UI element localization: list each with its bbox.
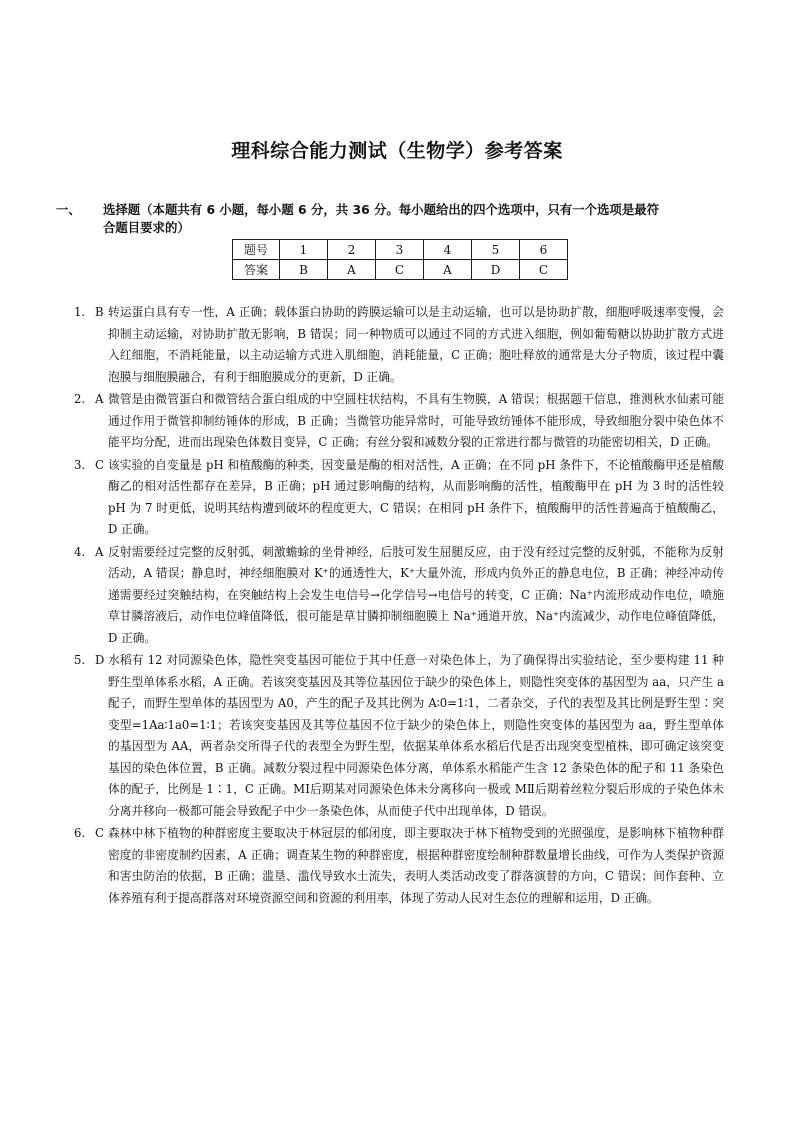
- item-text: 该实验的自变量是 pH 和植酸酶的种类，因变量是酶的相对活性，A 正确；在不同 pH 条件下，不论植酸酶甲还是植酸酶乙的相对活性都存在差异，B 正确；pH 通过影响酶的结构，从而影响酶的活性，植酸酶甲在 pH 为 3 时的活性较 pH 为 7 时更低，说明其结构遭到破坏的程度更大，C 错误；在相同 pH 条件下，植酸酶甲的活性普遍高于植酸酶乙，D 正确。: [108, 457, 724, 536]
- item-number: 6.: [74, 826, 86, 840]
- explanation-item: [74, 542, 724, 650]
- explanation-item: [74, 455, 724, 541]
- answer-table-answer-cell: A: [424, 260, 472, 280]
- explanation-list: [74, 302, 724, 910]
- section-heading: [56, 201, 736, 236]
- explanation-item: [74, 302, 724, 388]
- answer-table-label-answer: 答案: [233, 260, 280, 280]
- item-number: 4.: [74, 544, 86, 559]
- page-title: 理科综合能力测试（生物学）参考答案: [231, 140, 563, 162]
- answer-table-answer-cell: C: [520, 260, 568, 280]
- answer-table-row-answers: [233, 260, 568, 280]
- item-answer: B: [95, 305, 104, 319]
- item-answer: C: [95, 457, 104, 472]
- item-answer: D: [95, 653, 105, 667]
- item-answer: A: [95, 544, 104, 559]
- item-number: 1.: [74, 305, 86, 319]
- item-answer: C: [95, 826, 104, 840]
- answer-table-number-cell: 1: [280, 240, 328, 260]
- answer-table-number-cell: 5: [472, 240, 520, 260]
- item-text: 转运蛋白具有专一性，A 正确；载体蛋白协助的跨膜运输可以是主动运输，也可以是协助扩散，细胞呼吸速率变慢，会抑制主动运输，对协助扩散无影响，B 错误；同一种物质可以通过不同的方式进入细胞，例如葡萄糖以协助扩散方式进入红细胞，不消耗能量，以主动运输方式进入肌细胞，消耗能量，C 正确；胞吐释放的通常是大分子物质，该过程中囊泡膜与细胞膜融合，有利于细胞膜成分的更新，D 正确。: [108, 305, 724, 384]
- item-text: 反射需要经过完整的反射弧，刺激蟾蜍的坐骨神经，后肢可发生屈腿反应，由于没有经过完整的反射弧，不能称为反射活动，A 错误；静息时，神经细胞膜对 K⁺的通透性大，K⁺大量外流，形成内负外正的静息电位，B 正确；神经冲动传递需要经过突触结构，在突触结构上会发生电信号→化学信号→电信号的转变，C 正确；Na⁺内流形成动作电位，喷施草甘膦溶液后，动作电位峰值降低，很可能是草甘膦抑制细胞膜上 Na⁺通道开放，Na⁺内流减少，动作电位峰值降低，D 正确。: [108, 544, 724, 645]
- item-text: 水稻有 12 对同源染色体，隐性突变基因可能位于其中任意一对染色体上，为了确保得出实验结论，至少要构建 11 种野生型单体系水稻，A 正确。若该突变基因及其等位基因位于缺少的染色体上，则隐性突变体的基因型为 aa，只产生 a 配子，而野生型单体的基因型为 A0，产生的配子及其比例为 A∶0=1∶1，二者杂交，子代的表型及其比例是野生型∶突变型=1Aa∶1a0=1∶1；若该突变基因及其等位基因不位于缺少的染色体上，则隐性突变体的基因型为 aa，野生型单体的基因型为 AA，两者杂交所得子代的表型全为野生型，依据某单体系水稻后代是否出现突变型植株，即可确定该突变基因的染色体位置，B 正确。减数分裂过程中同源染色体分离，单体系水稻能产生含 12 条染色体的配子和 11 条染色体的配子，比例是 1∶1，C 正确。MⅠ后期某对同源染色体未分离移向一极或 MⅡ后期着丝粒分裂后形成的子染色体未分离并移向一极都可能会导致配子中少一条染色体，从而使子代中出现单体，D 错误。: [108, 653, 724, 818]
- item-text: 微管是由微管蛋白和微管结合蛋白组成的中空圆柱状结构，不具有生物膜，A 错误；根据题干信息，推测秋水仙素可能通过作用于微管抑制纺锤体的形成，B 正确；当微管功能异常时，可能导致纺锤体不能形成，导致细胞分裂中染色体不能平均分配，进而出现染色体数目变异，C 正确；有丝分裂和减数分裂的正常进行都与微管的功能密切相关，D 正确。: [108, 392, 724, 449]
- item-text: 森林中林下植物的种群密度主要取决于林冠层的郁闭度，即主要取决于林下植物受到的光照强度，是影响林下植物种群密度的非密度制约因素，A 正确；调查某生物的种群密度，根据种群密度绘制种群数量增长曲线，可作为人类保护资源和害虫防治的依据，B 正确；滥垦、滥伐导致水土流失，表明人类活动改变了群落演替的方向，C 错误；间作套种、立体养殖有利于提高群落对环境资源空间和资源的利用率，体现了劳动人民对生态位的理解和运用，D 正确。: [108, 826, 724, 905]
- section-heading-line1: 选择题（本题共有 6 小题，每小题 6 分，共 36 分。每小题给出的四个选项中，只有一个选项是最符: [103, 202, 659, 217]
- answer-table-answer-cell: A: [328, 260, 376, 280]
- answer-table-number-cell: 3: [376, 240, 424, 260]
- answer-table-number-cell: 6: [520, 240, 568, 260]
- answer-table-number-cell: 4: [424, 240, 472, 260]
- answer-table-row-numbers: [233, 240, 568, 260]
- answer-table-answer-cell: B: [280, 260, 328, 280]
- answer-table: [232, 239, 568, 280]
- explanation-item: [74, 650, 724, 822]
- answer-table-answer-cell: D: [472, 260, 520, 280]
- item-number: 3.: [74, 457, 86, 472]
- item-answer: A: [95, 392, 104, 406]
- section-number: 一、: [56, 202, 81, 217]
- answer-table-number-cell: 2: [328, 240, 376, 260]
- answer-table-answer-cell: C: [376, 260, 424, 280]
- explanation-item: [74, 823, 724, 909]
- item-number: 2.: [74, 392, 86, 406]
- answer-table-label-number: 题号: [233, 240, 280, 260]
- explanation-item: [74, 389, 724, 454]
- section-heading-line2: 合题目要求的）: [103, 219, 190, 235]
- item-number: 5.: [74, 653, 86, 667]
